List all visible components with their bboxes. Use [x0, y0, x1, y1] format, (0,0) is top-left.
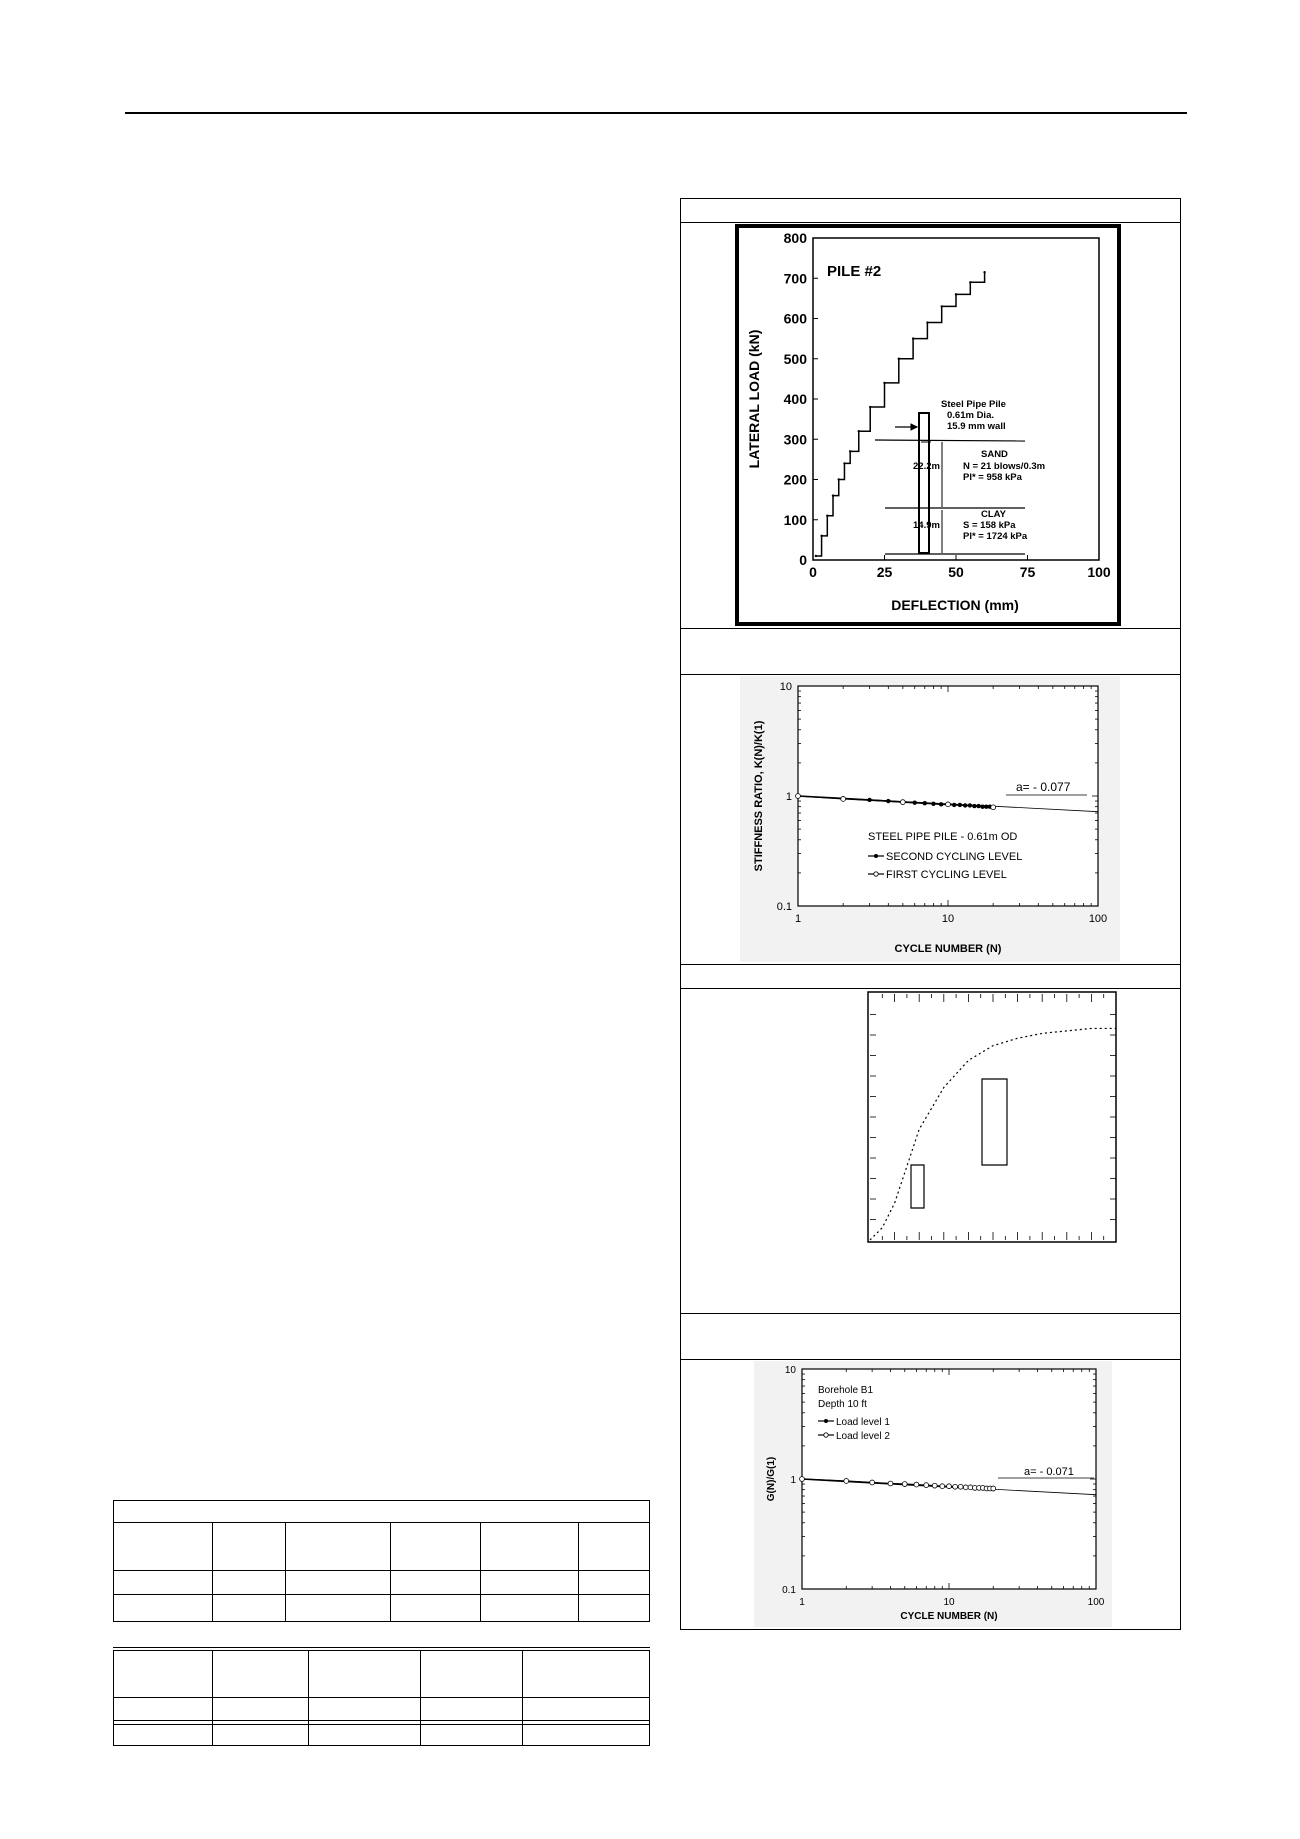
series-marker — [991, 805, 996, 810]
y-tick-label: 200 — [783, 471, 807, 488]
figure-row-divider — [680, 1313, 1181, 1314]
series-marker — [900, 800, 905, 805]
series-marker — [888, 1481, 893, 1486]
clay-label: CLAY — [981, 509, 1006, 520]
x-tick-label: 10 — [943, 1597, 955, 1608]
y-axis-label: STIFFNESS RATIO, K(N)/K(1) — [753, 720, 765, 872]
table-2-col-divider — [522, 1650, 523, 1746]
data-point — [869, 406, 871, 408]
data-point — [843, 462, 845, 464]
data-point — [883, 382, 885, 384]
series-marker — [947, 1484, 952, 1489]
stiffness-ratio-svg — [740, 676, 1120, 962]
y-axis-label: LATERAL LOAD (kN) — [746, 329, 762, 469]
data-point — [983, 271, 985, 273]
data-point — [955, 293, 957, 295]
clay-su: S = 158 kPa — [963, 520, 1016, 531]
legend-marker — [824, 1433, 828, 1437]
x-tick-label: 10 — [941, 913, 955, 925]
y-tick-label: 600 — [783, 310, 807, 327]
y-axis-label: G(N)/G(1) — [766, 1456, 777, 1502]
figure-row-divider — [680, 1359, 1181, 1360]
y-tick-label: 10 — [779, 681, 792, 693]
table-1-col-divider — [285, 1522, 286, 1622]
series-marker — [796, 794, 801, 799]
table-1-row-divider — [113, 1522, 650, 1523]
data-point — [969, 281, 971, 283]
x-tick-label: 100 — [1087, 1597, 1105, 1608]
x-tick-label: 100 — [1088, 913, 1108, 925]
table-2-row-divider — [113, 1724, 650, 1725]
slope-annotation: a= - 0.071 — [1024, 1466, 1074, 1478]
table-1 — [113, 1500, 650, 1622]
x-tick-label: 25 — [876, 564, 893, 580]
load-deflection-svg — [735, 224, 1121, 626]
x-tick-label: 1 — [794, 913, 802, 925]
series-marker — [841, 797, 846, 802]
table-2-col-divider — [212, 1650, 213, 1746]
data-point — [838, 478, 840, 480]
table-1-col-divider — [212, 1522, 213, 1622]
data-point — [858, 430, 860, 432]
series-marker — [940, 1484, 945, 1489]
x-tick-label: 75 — [1019, 564, 1036, 580]
x-tick-label: 0 — [809, 564, 817, 580]
y-tick-label: 0 — [799, 552, 807, 568]
y-tick-label: 1 — [790, 1475, 796, 1486]
data-point — [898, 358, 900, 360]
y-tick-label: 400 — [783, 391, 807, 407]
x-axis-label: CYCLE NUMBER (N) — [900, 1611, 998, 1622]
table-2-col-divider — [420, 1650, 421, 1746]
legend-title: STEEL PIPE PILE - 0.61m OD — [868, 831, 1018, 843]
table-1-col-divider — [390, 1522, 391, 1622]
table-1-row-divider — [113, 1594, 650, 1595]
legend-subtitle: Depth 10 ft — [818, 1399, 867, 1410]
loop-schematic-chart — [866, 990, 1120, 1250]
legend-label: Load level 1 — [836, 1417, 890, 1428]
load-deflection-chart — [735, 224, 1121, 626]
modulus-ratio-svg — [754, 1361, 1112, 1627]
x-tick-label: 100 — [1087, 564, 1111, 580]
figure-row-divider — [680, 628, 1181, 629]
data-point — [815, 555, 817, 557]
series-marker — [932, 1483, 937, 1488]
y-tick-label: 0.1 — [782, 1585, 796, 1596]
sand-n: N = 21 blows/0.3m — [963, 461, 1046, 472]
pile-note-dia: 0.61m Dia. — [947, 410, 994, 421]
series-marker — [924, 1483, 929, 1488]
y-tick-label: 800 — [783, 230, 807, 246]
plot-frame — [868, 992, 1116, 1242]
table-2-top — [113, 1647, 650, 1648]
figure-row-divider — [680, 964, 1181, 965]
data-point — [849, 450, 851, 452]
table-2-row-divider — [113, 1720, 650, 1721]
data-point — [826, 515, 828, 517]
x-tick-label: 1 — [799, 1597, 805, 1608]
y-tick-label: 700 — [783, 270, 807, 287]
slope-annotation: a= - 0.077 — [1016, 780, 1071, 794]
x-axis-label: DEFLECTION (mm) — [891, 597, 1019, 613]
x-axis-label: CYCLE NUMBER (N) — [894, 943, 1002, 955]
y-tick-label: 1 — [785, 791, 792, 803]
sand-pl: Pl* = 958 kPa — [963, 472, 1022, 483]
stiffness-ratio-chart — [740, 676, 1120, 962]
y-tick-label: 0.1 — [776, 901, 792, 913]
sand-label: SAND — [981, 449, 1008, 460]
data-point — [832, 494, 834, 496]
table-1-col-divider — [578, 1522, 579, 1622]
series-marker — [953, 1484, 958, 1489]
legend-marker — [824, 1419, 828, 1423]
data-point — [941, 305, 943, 307]
data-point — [912, 337, 914, 339]
series-marker — [800, 1477, 805, 1482]
loop-schematic-svg — [866, 990, 1120, 1250]
series-marker — [914, 1482, 919, 1487]
y-tick-label: 300 — [783, 431, 807, 448]
y-tick-label: 500 — [783, 350, 807, 367]
table-2-col-divider — [308, 1650, 309, 1746]
figure-row-divider — [680, 222, 1181, 223]
series-marker — [946, 802, 951, 807]
legend-marker — [874, 872, 878, 876]
table-1-row-divider — [113, 1570, 650, 1571]
legend-label: Load level 2 — [836, 1431, 890, 1442]
figure-row-divider — [680, 988, 1181, 989]
x-tick-label: 50 — [948, 564, 964, 580]
pile-note-title: Steel Pipe Pile — [941, 399, 1006, 410]
legend-marker — [874, 854, 878, 858]
y-tick-label: 10 — [784, 1365, 796, 1376]
legend-title: Borehole B1 — [818, 1385, 874, 1396]
modulus-ratio-chart — [754, 1361, 1112, 1627]
table-2 — [113, 1650, 650, 1746]
series-marker — [991, 1486, 996, 1491]
data-point — [926, 321, 928, 323]
series-marker — [844, 1479, 849, 1484]
clay-depth: 14.9m — [913, 520, 940, 531]
clay-pl: Pl* = 1724 kPa — [963, 531, 1028, 542]
series-marker — [963, 1485, 968, 1490]
figure-row-divider — [680, 674, 1181, 675]
legend-label: FIRST CYCLING LEVEL — [886, 869, 1007, 881]
header-rule — [125, 112, 1187, 114]
series-marker — [870, 1480, 875, 1485]
series-marker — [958, 1484, 963, 1489]
chart-title: PILE #2 — [827, 263, 882, 280]
series-marker — [902, 1482, 907, 1487]
table-2-row-divider — [113, 1697, 650, 1698]
data-point — [820, 535, 822, 537]
legend-label: SECOND CYCLING LEVEL — [886, 851, 1023, 863]
pile-note-wall: 15.9 mm wall — [947, 421, 1006, 432]
table-1-col-divider — [480, 1522, 481, 1622]
sand-depth: 22.2m — [913, 461, 940, 472]
y-tick-label: 100 — [783, 511, 807, 528]
